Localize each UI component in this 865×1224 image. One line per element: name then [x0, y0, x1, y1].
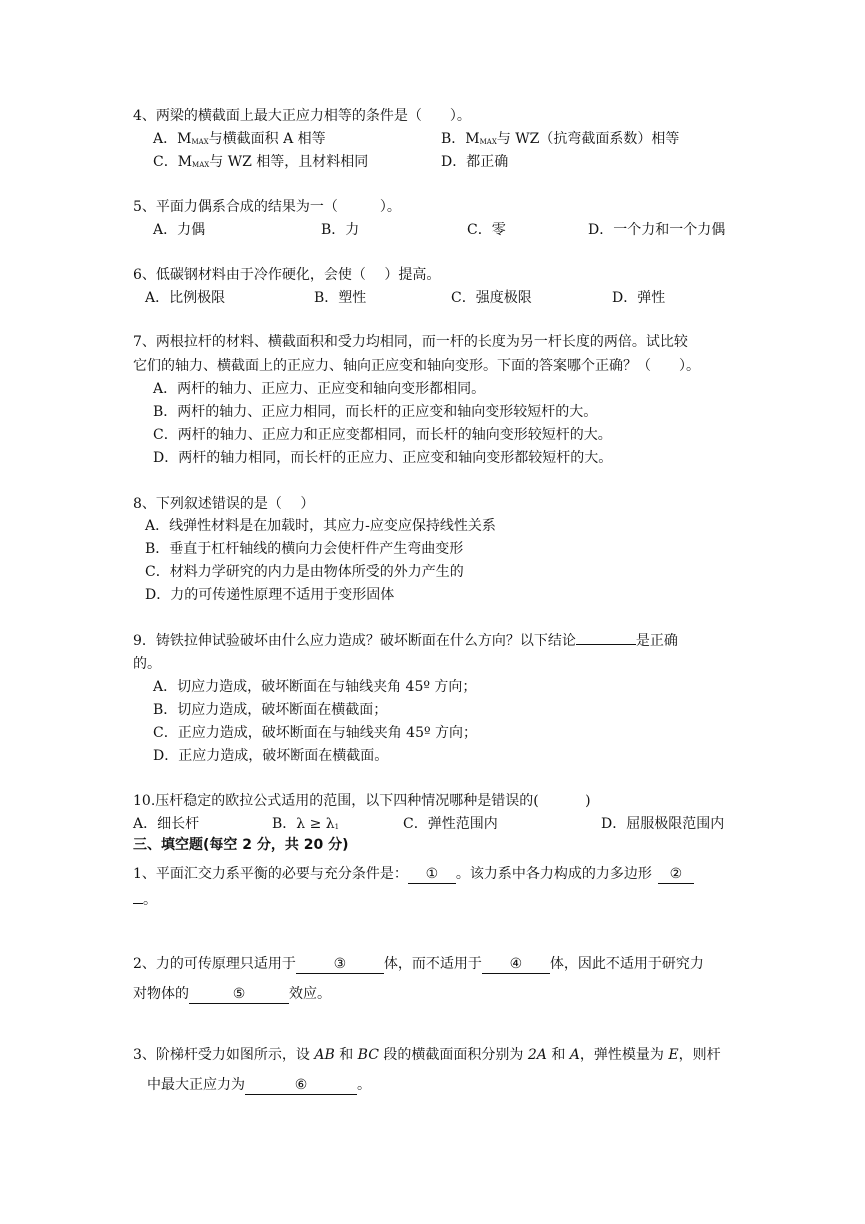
q8-option-c[interactable]: C．材料力学研究的内力是由物体所受的外力产生的: [145, 564, 464, 580]
fill-3-e: E: [668, 1047, 679, 1063]
q7-stem-line1: 7、两根拉杆的材料、横截面积和受力均相同，而一杆的长度为另一杆长度的两倍。试比较: [133, 334, 688, 350]
fill-2-text-e: 效应。: [289, 986, 331, 1002]
q7-option-c[interactable]: C．两杆的轴力、正应力和正应变都相同，而长杆的轴向变形较短杆的大。: [153, 427, 612, 443]
fill-1-text-b: 。该力系中各力构成的力多边形: [455, 866, 652, 882]
q6-option-d[interactable]: D．弹性: [612, 290, 666, 306]
q7-stem-line2: 它们的轴力、横截面上的正应力、轴向正应变和轴向变形。下面的答案哪个正确？（ ）。: [133, 358, 700, 374]
q4-option-a[interactable]: [153, 129, 326, 152]
fill-3-ab: AB: [314, 1047, 335, 1063]
fill-1-text-a: 1、平面汇交力系平衡的必要与充分条件是：: [133, 866, 408, 882]
fill-3-line2: [147, 1075, 371, 1095]
fill-3-text-d: 和: [546, 1047, 570, 1063]
fill-blank-1[interactable]: ①: [408, 865, 456, 884]
q5-option-a[interactable]: A．力偶: [153, 222, 206, 238]
q8-stem: 8、下列叙述错误的是（ ）: [133, 496, 315, 512]
fill-2-text-c: 体，因此不适用于研究力: [549, 956, 704, 972]
section-3-heading: 三、填空题(每空 2 分，共 20 分): [133, 837, 349, 853]
fill-3-text-g: 中最大正应力为: [147, 1077, 245, 1093]
q4-option-c-sub: MAX: [192, 161, 210, 169]
fill-2-line1: [133, 954, 704, 974]
fill-blank-4[interactable]: ④: [482, 955, 550, 974]
fill-3-text-e: ，弹性模量为: [579, 1047, 669, 1063]
q8-option-a[interactable]: A．线弹性材料是在加载时，其应力-应变应保持线性关系: [145, 518, 496, 534]
fill-2-text-b: 体，而不适用于: [383, 956, 482, 972]
q4-option-c-text: 与 WZ 相等，且材料相同: [209, 154, 369, 170]
q4-option-d[interactable]: D．都正确: [441, 154, 509, 170]
q5-option-b[interactable]: B．力: [321, 222, 360, 238]
fill-3-text-c: 段的横截面面积分别为: [378, 1047, 528, 1063]
q4-option-b-text: 与 WZ（抗弯截面系数）相等: [496, 131, 680, 147]
q4-option-c[interactable]: [153, 152, 368, 175]
q9-stem-text-a: 9．铸铁拉伸试验破坏由什么应力造成？破坏断面在什么方向？以下结论: [133, 633, 576, 649]
q9-stem-line1: [133, 631, 678, 651]
q7-option-b[interactable]: B．两杆的轴力、正应力相同，而长杆的正应变和轴向变形较短杆的大。: [153, 404, 598, 420]
q9-option-c[interactable]: C．正应力造成，破坏断面在与轴线夹角 45º 方向；: [153, 725, 478, 741]
fill-1-text-c: 。: [143, 892, 157, 908]
q10-option-a[interactable]: A．细长杆: [133, 816, 200, 832]
q10-option-b[interactable]: [272, 814, 339, 837]
q5-option-c[interactable]: C．零: [467, 222, 506, 238]
fill-1-line2: [133, 890, 157, 910]
fill-1-line1: [133, 864, 694, 884]
fill-blank-5[interactable]: ⑤: [189, 985, 289, 1004]
fill-3-2a: 2A: [527, 1047, 547, 1063]
q4-option-b-sub: MAX: [479, 138, 497, 146]
q5-option-d[interactable]: D．一个力和一个力偶: [588, 222, 726, 238]
q9-stem-line2: 的。: [133, 656, 161, 672]
q4-option-a-prefix: A．M: [153, 131, 192, 147]
q8-option-b[interactable]: B．垂直于杠杆轴线的横向力会使杆件产生弯曲变形: [145, 541, 464, 557]
q10-option-b-prefix: B．λ ≥ λ: [272, 816, 335, 832]
q9-option-a[interactable]: A．切应力造成，破坏断面在与轴线夹角 45º 方向；: [153, 679, 477, 695]
q4-option-c-prefix: C．M: [153, 154, 193, 170]
fill-blank-2-continued[interactable]: [133, 903, 143, 904]
q6-option-b[interactable]: B．塑性: [314, 290, 367, 306]
fill-2-line2: [133, 984, 331, 1004]
q9-option-d[interactable]: D．正应力造成，破坏断面在横截面。: [153, 748, 389, 764]
fill-3-line1: [133, 1045, 721, 1065]
q7-option-d[interactable]: D．两杆的轴力相同，而长杆的正应力、正应变和轴向变形都较短杆的大。: [153, 450, 613, 466]
q8-option-d[interactable]: D．力的可传递性原理不适用于变形固体: [145, 587, 395, 603]
fill-2-text-d: 对物体的: [133, 986, 189, 1002]
q9-stem-text-b: 是正确: [635, 633, 678, 649]
fill-2-text-a: 2、力的可传原理只适用于: [133, 956, 296, 972]
q5-stem: 5、平面力偶系合成的结果为一（ ）。: [133, 199, 401, 215]
fill-blank-3[interactable]: ③: [296, 955, 384, 974]
fill-blank-6[interactable]: ⑥: [245, 1076, 357, 1095]
fill-3-text-a: 3、阶梯杆受力如图所示，设: [133, 1047, 315, 1063]
fill-3-text-f: ，则杆: [678, 1047, 721, 1063]
fill-3-text-b: 和: [334, 1047, 358, 1063]
q10-option-d[interactable]: D．屈服极限范围内: [601, 816, 725, 832]
q10-option-c[interactable]: C．弹性范围内: [403, 816, 498, 832]
q4-option-b-prefix: B．M: [441, 131, 480, 147]
q4-option-a-text: 与横截面积 A 相等: [208, 131, 326, 147]
q9-option-b[interactable]: B．切应力造成，破坏断面在横截面；: [153, 702, 388, 718]
fill-3-bc: BC: [357, 1047, 379, 1063]
q4-stem: 4、两梁的横截面上最大正应力相等的条件是（ ）。: [133, 108, 471, 124]
fill-3-text-h: 。: [357, 1077, 371, 1093]
q6-option-c[interactable]: C．强度极限: [451, 290, 532, 306]
q6-option-a[interactable]: A．比例极限: [145, 290, 226, 306]
q10-option-b-sub: 1: [334, 823, 340, 831]
q4-option-b[interactable]: [441, 129, 679, 152]
q6-stem: 6、低碳钢材料由于冷作硬化，会使（ ）提高。: [133, 267, 441, 283]
q10-stem: 10.压杆稳定的欧拉公式适用的范围，以下四种情况哪种是错误的( ): [133, 793, 591, 809]
q9-answer-blank[interactable]: [576, 644, 636, 645]
fill-3-a: A: [569, 1047, 580, 1063]
q4-option-a-sub: MAX: [191, 138, 209, 146]
q7-option-a[interactable]: A．两杆的轴力、正应力、正应变和轴向变形都相同。: [153, 381, 486, 397]
fill-blank-2[interactable]: ②: [658, 865, 694, 884]
